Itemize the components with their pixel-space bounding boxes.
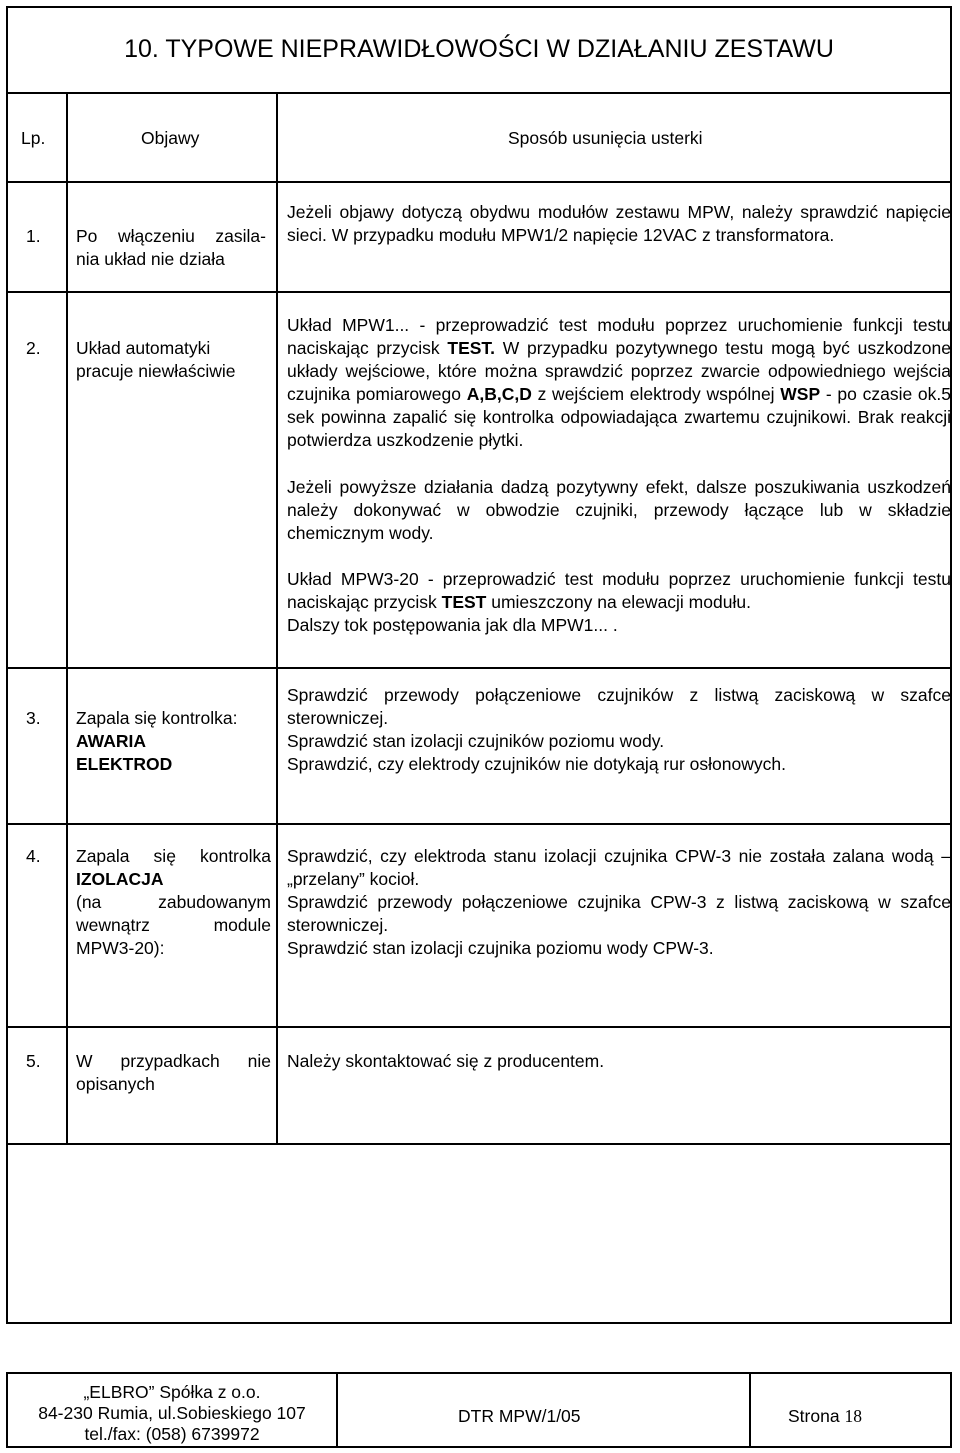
row-divider-1 (6, 291, 952, 293)
footer-divider-1 (336, 1374, 338, 1446)
row-2-paragraph-2: Jeżeli powyższe działania dadzą pozytywny efekt, dalsze poszukiwania uszkodzeń należy dokonywać w obwodzie czujniki, przewody łączące lub w składzie chemicznym wody. (287, 477, 951, 543)
row-2-paragraph-1 (287, 314, 951, 452)
row-3-objaw (76, 707, 271, 776)
footer-company-name: „ELBRO” Spółka z o.o. (83, 1382, 261, 1402)
row-1-objaw-line1: Po włączeniu zasila- (76, 226, 266, 246)
header-sposob: Sposób usunięcia usterki (508, 128, 703, 148)
row-4-lp: 4. (26, 846, 41, 866)
row-2-paragraph-4: Dalszy tok postępowania jak dla MPW1... . (287, 615, 618, 635)
row-1-objaw-line2: nia układ nie działa (76, 249, 225, 269)
footer-address: 84-230 Rumia, ul.Sobieskiego 107 (38, 1403, 306, 1423)
col-divider-2 (276, 94, 278, 1144)
row-5-solution: Należy skontaktować się z producentem. (287, 1051, 605, 1071)
row-2-lp: 2. (26, 338, 41, 358)
row-4-izolacja-label: IZOLACJA (76, 869, 164, 889)
row-4-objaw-line1: Zapala się kontrolka (76, 846, 271, 866)
footer-company (8, 1382, 336, 1445)
row-divider-3 (6, 823, 952, 825)
row-2-p3-text-a: Układ MPW3-20 - przeprowadzić test modułu poprzez uruchomienie funkcji testu naciskając przycisk (287, 569, 951, 612)
row-divider-2 (6, 667, 952, 669)
row-2-test-label: TEST. (447, 338, 496, 358)
row-divider-header (6, 181, 952, 183)
row-4-objaw (76, 845, 271, 960)
row-3-objaw-line1: Zapala się kontrolka: (76, 708, 238, 728)
row-2-paragraph-3 (287, 568, 951, 614)
row-4-solution (287, 845, 951, 960)
row-4-step-2: Sprawdzić przewody połączeniowe czujnika CPW-3 z listwą zaciskową w szafce sterowniczej. (287, 892, 951, 935)
row-divider-5 (6, 1143, 952, 1145)
row-1-lp: 1. (26, 226, 41, 246)
row-divider-4 (6, 1026, 952, 1028)
row-2-test-label-2: TEST (441, 592, 487, 612)
footer-phone: tel./fax: (058) 6739972 (84, 1424, 260, 1444)
row-5-lp: 5. (26, 1051, 41, 1071)
row-2-wsp-label: WSP (780, 384, 821, 404)
row-2-p1-text-a: Układ MPW1... - przeprowadzić test modułu poprzez uruchomienie funkcji testu naciskając przycisk (287, 315, 951, 358)
row-2-p3-text-c: umieszczony na elewacji modułu. (486, 592, 751, 612)
page-footer (6, 1372, 952, 1448)
row-5-objaw: W przypadkach nie opisanych (76, 1051, 271, 1094)
footer-doc-number: DTR MPW/1/05 (458, 1406, 581, 1426)
row-1-solution: Jeżeli objawy dotyczą obydwu modułów zestawu MPW, należy sprawdzić napięcie sieci. W przypadku modułu MPW1/2 napięcie 12VAC z transformatora. (287, 202, 951, 245)
row-2-objaw-line2: pracuje niewłaściwie (76, 361, 236, 381)
row-3-step-3: Sprawdzić, czy elektrody czujników nie dotykają rur osłonowych. (287, 754, 786, 774)
footer-page-number: 18 (844, 1406, 862, 1426)
row-2-inputs-label: A,B,C,D (466, 384, 532, 404)
footer-page-label: Strona (788, 1406, 840, 1426)
row-1-objaw (76, 225, 266, 271)
row-3-solution (287, 684, 951, 776)
row-2-p1-text-e: z wejściem elektrody wspólnej (531, 384, 781, 404)
col-divider-1 (66, 94, 68, 1144)
row-2-objaw (76, 337, 271, 383)
row-4-step-3: Sprawdzić stan izolacji czujnika poziomu wody CPW-3. (287, 938, 714, 958)
title-text: 10. TYPOWE NIEPRAWIDŁOWOŚCI W DZIAŁANIU ZESTAWU (124, 34, 834, 63)
row-4-objaw-line2: (na zabudowanym wewnątrz module MPW3-20): (76, 892, 271, 958)
row-3-elektrod-label: ELEKTROD (76, 754, 173, 774)
row-4-step-1: Sprawdzić, czy elektroda stanu izolacji czujnika CPW-3 nie została zalana wodą – „przelany” kocioł. (287, 846, 951, 889)
row-3-step-2: Sprawdzić stan izolacji czujników poziomu wody. (287, 731, 665, 751)
page-title (6, 6, 952, 94)
row-2-objaw-line1: Układ automatyki (76, 338, 211, 358)
footer-divider-2 (749, 1374, 751, 1446)
row-3-awaria-label: AWARIA (76, 731, 146, 751)
header-objawy: Objawy (141, 128, 200, 148)
row-3-lp: 3. (26, 708, 41, 728)
footer-page (788, 1406, 862, 1427)
row-2-p1-text-c: W przypadku pozytywnego testu mogą być uszkodzone układy wejściowe, które można sprawdzić poprzez zwarcie odpowiedniego wejścia czujnika pomiarowego (287, 338, 951, 404)
row-2-p1-text-g: - po czasie ok.5 sek powinna zapalić się kontrolka odpowiadająca zwartemu czujnikowi. Brak reakcji potwierdza uszkodzenie płytki. (287, 384, 952, 450)
header-lp: Lp. (21, 128, 46, 148)
row-3-step-1: Sprawdzić przewody połączeniowe czujników z listwą zaciskową w szafce sterowniczej. (287, 685, 951, 728)
